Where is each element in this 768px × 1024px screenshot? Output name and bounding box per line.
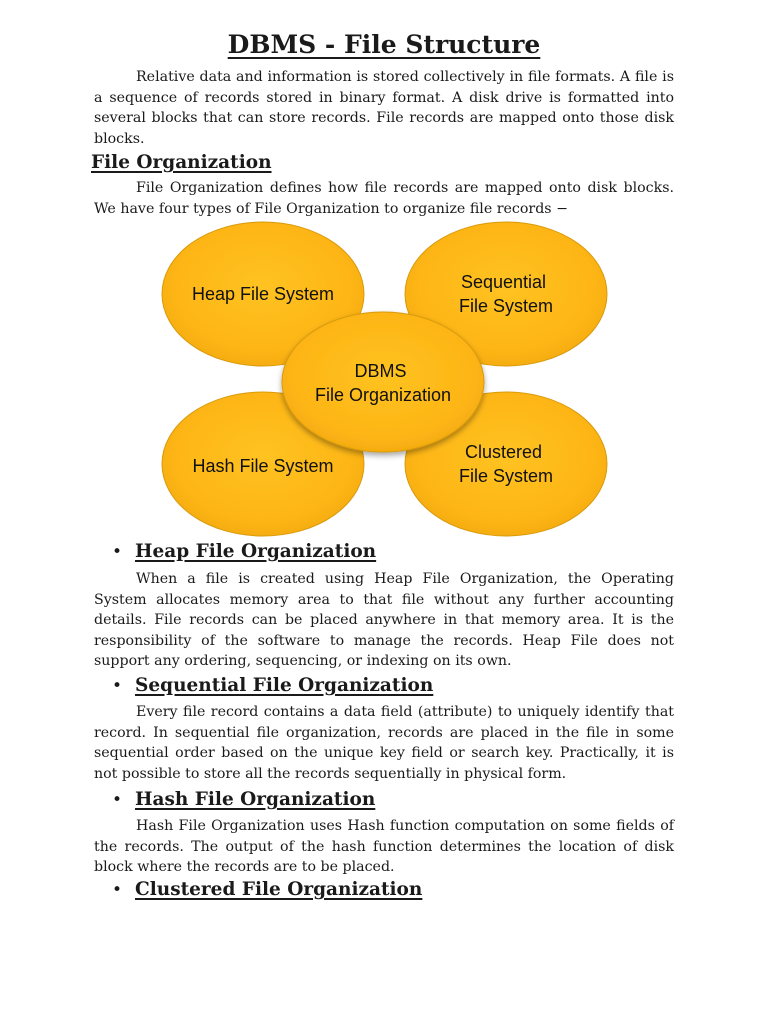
center-bubble-line2: File Organization (314, 385, 452, 405)
bullet-dot: • (112, 676, 123, 696)
file-organization-heading: File Organization (91, 152, 272, 173)
sequential-bubble-line2: File System (458, 296, 554, 316)
page-title: DBMS - File Structure (227, 30, 541, 59)
intro-paragraph: Relative data and information is stored collectively in file formats. A file is a sequence of records stored in binary format. A disk drive is formatted into several blocks that can store records. File records are mapped onto those disk blocks. (94, 69, 674, 147)
bullet-dot: • (112, 880, 123, 900)
center-bubble-line1: DBMS (354, 361, 407, 381)
hash-section-title: Hash File Organization (135, 789, 376, 810)
sequential-section-paragraph: Every file record contains a data field (attribute) to uniquely identify that record. In sequential file organization, records are placed in the file in some sequential order based on the unique key field or search key. Practically, it is not possible to store all the records sequentially in physical form. (94, 704, 674, 782)
bubble-dbms-file-organization (282, 312, 484, 452)
svg-text:Heap File System (192, 284, 334, 304)
heap-bubble-label: Heap File System (191, 284, 335, 304)
sequential-section-title: Sequential File Organization (135, 675, 434, 696)
clustered-section-title: Clustered File Organization (135, 879, 423, 900)
file-organization-diagram (150, 218, 620, 538)
heap-section-header (112, 541, 376, 562)
hash-section-header (112, 789, 375, 810)
clustered-section-header (112, 879, 422, 900)
clustered-bubble-line1: Clustered (464, 442, 543, 462)
bullet-dot: • (112, 790, 123, 810)
sequential-bubble-line1: Sequential (460, 272, 547, 292)
svg-text:Hash File System (192, 456, 333, 476)
sequential-section-header (112, 675, 433, 696)
clustered-bubble-line2: File System (458, 466, 554, 486)
file-organization-paragraph: File Organization defines how file records are mapped onto disk blocks. We have four types of File Organization to organize file records − (94, 180, 674, 217)
hash-bubble-label: Hash File System (192, 456, 334, 476)
heap-section-paragraph: When a file is created using Heap File Organization, the Operating System allocates memory area to that file without any further accounting details. File records can be placed anywhere in that memory area. It is the responsibility of the software to manage the records. Heap File does not support any ordering, sequencing, or indexing on its own. (94, 571, 674, 670)
bullet-dot: • (112, 542, 123, 562)
hash-section-paragraph: Hash File Organization uses Hash function computation on some fields of the records. The output of the hash function determines the location of disk block where the records are to be placed. (94, 818, 674, 876)
heap-section-title: Heap File Organization (135, 541, 377, 562)
